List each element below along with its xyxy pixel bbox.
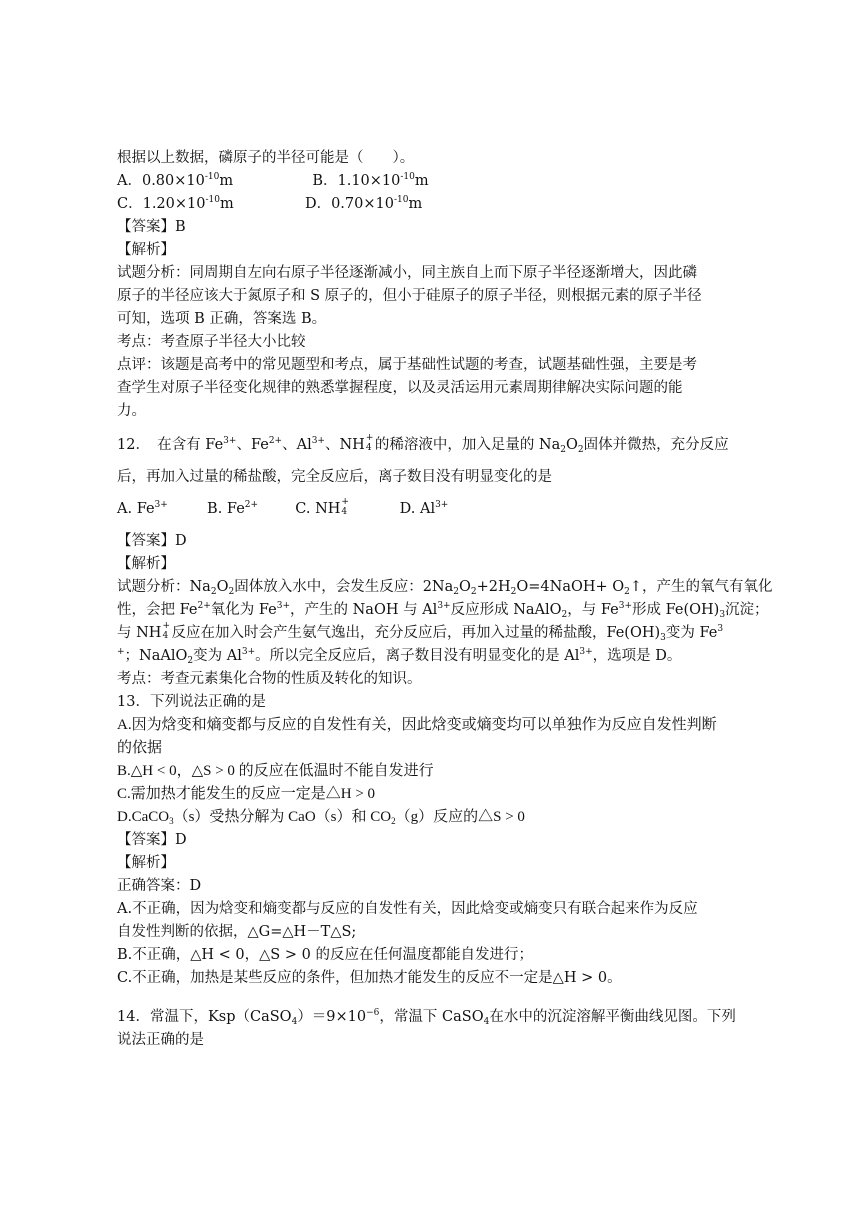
q13-option-d: D.CaCO$_3$（s）受热分解为 CaO（s）和 $CO_2(g)$反应的△S > 0 [117,809,525,826]
q13-explain-line: 自发性判断的依据，△G=△H－T△S; [117,924,357,940]
q11-analysis-header: 【解析】 [117,242,175,258]
q11-comment-line: 点评：该题是高考中的常见题型和考点，属于基础性试题的考查，试题基础性强，主要是考 [117,357,697,373]
q12-option-b: B. $Fe^{2+}$ [207,500,259,517]
q12-option-a: A. $Fe^{3+}$ [117,500,168,517]
q13-answer: 【答案】D [117,832,187,848]
q11-option-a: A．$0.80\times 10^{-10}m$ [117,172,234,189]
q14-stem-line: 14．常温下，$Ksp(CaSO_4)=9\times 10^{-6}$，常温下 CaSO$_4$在水中的沉淀溶解平衡曲线见图。下列 [117,1008,736,1027]
q11-option-b: B．$1.10\times 10^{-10}m$ [312,172,429,189]
q13-option-a: A.因为焓变和熵变都与反应的自发性有关，因此焓变或熵变均可以单独作为反应自发性判断 [117,717,717,733]
q13-option-b: B.△H < 0，△S > 0 的反应在低温时不能自发进行 [117,763,434,779]
q12-analysis-line: +；NaAlO$_2$变为 $Al^{3+}$。所以完全反应后，离子数目没有明显变化的是 $Al^{3+}$，选项是 D。 [117,647,682,666]
q12-stem-line: 后，再加入过量的稀盐酸，完全反应后，离子数目没有明显变化的是 [117,469,552,485]
q12-analysis-line: 试题分析：$Na_2O_2$固体放入水中，会发生反应：$2Na_2O_2+2H_2O=4NaOH+$ $O_2↑$，产生的氧气有氧化 [117,579,773,597]
q11-comment-line: 力。 [117,403,146,419]
q13-option-c: C.需加热才能发生的反应一定是△H > 0 [117,786,376,802]
q11-options-cd [117,193,422,215]
q12-kaodian: 考点：考查元素集化合物的性质及转化的知识。 [117,671,422,687]
q11-option-c: C．$1.20\times 10^{-10}m$ [117,195,234,212]
q13-explain-line: B.不正确，△H < 0，△S > 0 的反应在任何温度都能自发进行； [117,947,533,963]
q13-option-a-cont: 的依据 [117,740,163,756]
q13-explain-line: C.不正确，加热是某些反应的条件，但加热才能发生的反应不一定是△H > 0。 [117,970,622,986]
q12-stem-line: 12． 在含有 $Fe^{3+}$、$Fe^{2+}$、$Al^{3+}$、NH + 4 的稀溶液中，加入足量的 $Na_2O_2$固体并微热，充分反应 [117,433,729,455]
q13-stem: 13．下列说法正确的是 [117,694,266,710]
q11-kaodian: 考点：考查原子半径大小比较 [117,334,306,350]
q11-option-d: D．$0.70\times 10^{-10}m$ [304,195,423,212]
q11-stem: 根据以上数据，磷原子的半径可能是（ ）。 [117,150,415,166]
q12-option-d: D. $Al^{3+}$ [399,500,449,517]
q14-stem-line: 说法正确的是 [117,1032,204,1048]
q11-comment-line: 查学生对原子半径变化规律的熟悉掌握程度，以及灵活运用元素周期律解决实际问题的能 [117,380,683,396]
q11-analysis-line: 可知，选项 B 正确，答案选 B。 [117,311,327,327]
q11-options-ab [117,170,429,192]
q13-analysis-header: 【解析】 [117,855,175,871]
q13-correct-answer: 正确答案：D [117,878,202,894]
q11-analysis-line: 试题分析：同周期自左向右原子半径逐渐减小，同主族自上而下原子半径逐渐增大，因此磷 [117,265,697,281]
q12-options [117,498,448,520]
q12-analysis-line: 性，会把 $Fe^{2+}$氧化为 $Fe^{3+}$，产生的 NaOH 与 $Al^{3+}$反应形成 NaAlO$_2$，与 $Fe^{3+}$形成 $Fe(OH)_3$沉淀； [117,601,769,620]
q12-answer: 【答案】D [117,533,187,549]
q12-option-c: C. NH + 4 [295,497,349,517]
q11-analysis-line: 原子的半径应该大于氮原子和 S 原子的，但小于硅原子的原子半径，则根据元素的原子半径 [117,288,702,304]
q12-analysis-header: 【解析】 [117,556,175,572]
q12-analysis-line: 与 NH + 4 反应在加入时会产生氨气逸出，充分反应后，再加入过量的稀盐酸，$Fe(OH)_3$变为 Fe$^3$ [117,621,724,643]
q11-answer: 【答案】B [117,219,186,235]
q13-explain-line: A.不正确，因为焓变和熵变都与反应的自发性有关，因此焓变或熵变只有联合起来作为反应 [117,901,698,917]
